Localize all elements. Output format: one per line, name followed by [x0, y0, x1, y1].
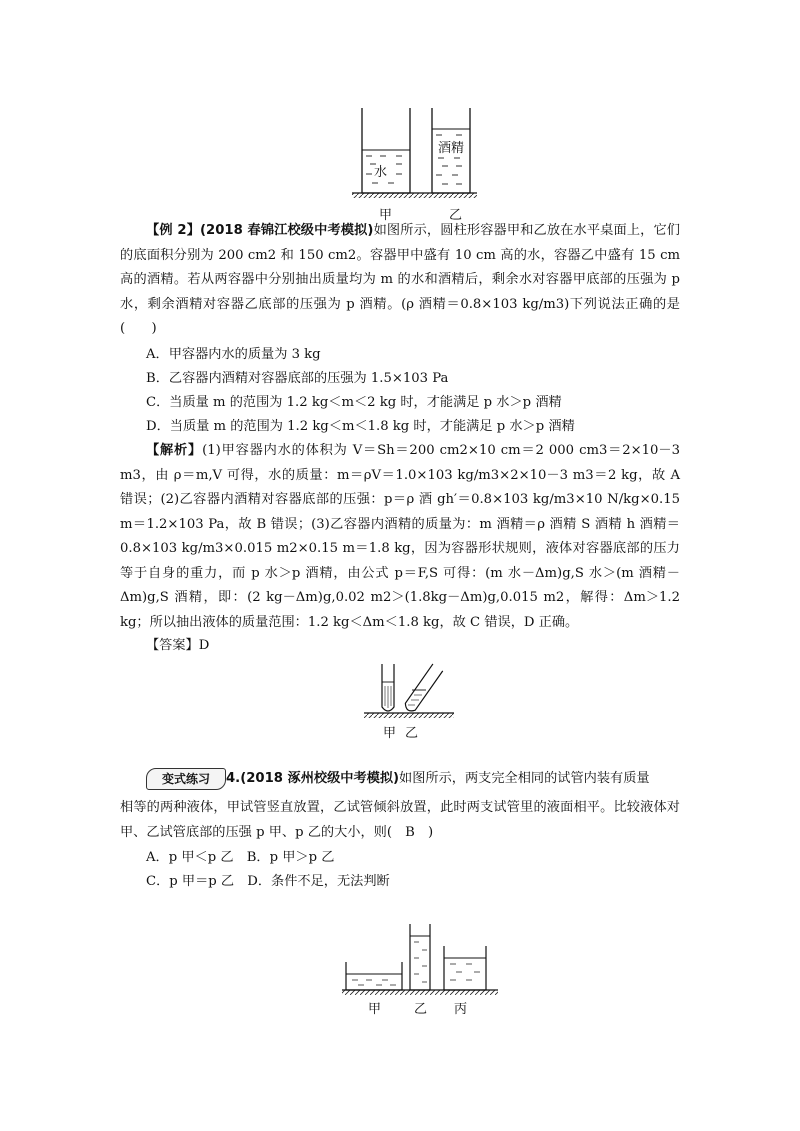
container-label-yi: 乙	[414, 1002, 428, 1017]
liquid-label-water: 水	[374, 165, 388, 180]
analysis	[120, 439, 680, 635]
figure-label-yi: 乙	[449, 208, 463, 223]
tube-label-jia: 甲	[383, 726, 397, 741]
practice-stem: 相等的两种液体，甲试管竖直放置，乙试管倾斜放置，此时两支试管里的液面相平。比较液体对甲、乙试管底部的压强 p 甲、p 乙的大小，则( B )	[120, 800, 680, 840]
example-2-stem	[120, 219, 680, 342]
option-a: A．甲容器内水的质量为 3 kg	[146, 347, 321, 362]
figure-label-jia: 甲	[379, 208, 393, 223]
practice-options-cd: C．p 甲＝p 乙 D．条件不足，无法判断	[146, 874, 390, 889]
tube-label-yi: 乙	[405, 726, 419, 741]
practice-source: (2018 涿州校级中考模拟)	[240, 771, 400, 786]
analysis-tag: 【解析】	[146, 443, 203, 458]
option-d: D．当质量 m 的范围为 1.2 kg＜m＜1.8 kg 时，才能满足 p 水＞p 酒精	[146, 419, 575, 434]
figure-test-tubes	[362, 660, 458, 720]
container-label-bing: 丙	[454, 1002, 468, 1017]
option-c: C．当质量 m 的范围为 1.2 kg＜m＜2 kg 时，才能满足 p 水＞p 酒精	[146, 395, 562, 410]
example-2-tag: 【例 2】	[146, 223, 201, 238]
analysis-text: (1)甲容器内水的体积为 V＝Sh＝200 cm2×10 cm＝2 000 cm3＝2×10－3 m3，由 ρ＝m,V 可得，水的质量：m＝ρV＝1.0×103 kg/m3×2×10－3 m3＝2 kg，故 A 错误；(2)乙容器内酒精对容器底部的压强：p＝ρ 酒 gh′＝0.8×103 kg/m3×10 N/kg×0.15 m＝1.2×103 Pa，故 B 错误；(3)乙容器内酒精的质量为：m 酒精＝ρ 酒精 S 酒精 h 酒精＝0.8×103 kg/m3×0.015 m2×0.15 m＝1.8 kg，因为容器形状规则，液体对容器底部的压力等于自身的重力，而 p 水＞p 酒精，由公式 p＝F,S 可得：(m 水－Δm)g,S 水＞(m 酒精－Δm)g,S 酒精，即：(2 kg－Δm)g,0.02 m2＞(1.8kg－Δm)g,0.015 m2，解得：Δm＞1.2 kg；所以抽出液体的质量范围：1.2 kg＜Δm＜1.8 kg，故 C 错误，D 正确。	[120, 443, 680, 630]
practice-stem-line1: 如图所示，两支完全相同的试管内装有质量	[399, 771, 650, 786]
container-label-jia: 甲	[368, 1002, 382, 1017]
option-b: B．乙容器内酒精对容器底部的压强为 1.5×103 Pa	[146, 371, 449, 386]
liquid-label-alcohol: 酒精	[438, 141, 465, 156]
figure-three-containers	[340, 920, 500, 1000]
practice-number: 4.	[226, 771, 241, 786]
answer: 【答案】D	[146, 638, 210, 653]
practice-options-ab: A．p 甲＜p 乙 B．p 甲＞p 乙	[146, 850, 335, 865]
practice-badge: 变式练习	[146, 768, 226, 790]
example-2-source: (2018 春锦江校级中考模拟)	[200, 223, 374, 238]
practice-first-line	[226, 767, 650, 791]
example-2-question: 如图所示，圆柱形容器甲和乙放在水平桌面上，它们的底面积分别为 200 cm2 和 150 cm2。容器甲中盛有 10 cm 高的水，容器乙中盛有 15 cm 高的酒精。若从两容器中分别抽出质量均为 m 的水和酒精后，剩余水对容器甲底部的压强为 p 水，剩余酒精对容器乙底部的压强为 p 酒精。(ρ 酒精＝0.8×103 kg/m3)下列说法正确的是( )	[120, 223, 680, 336]
